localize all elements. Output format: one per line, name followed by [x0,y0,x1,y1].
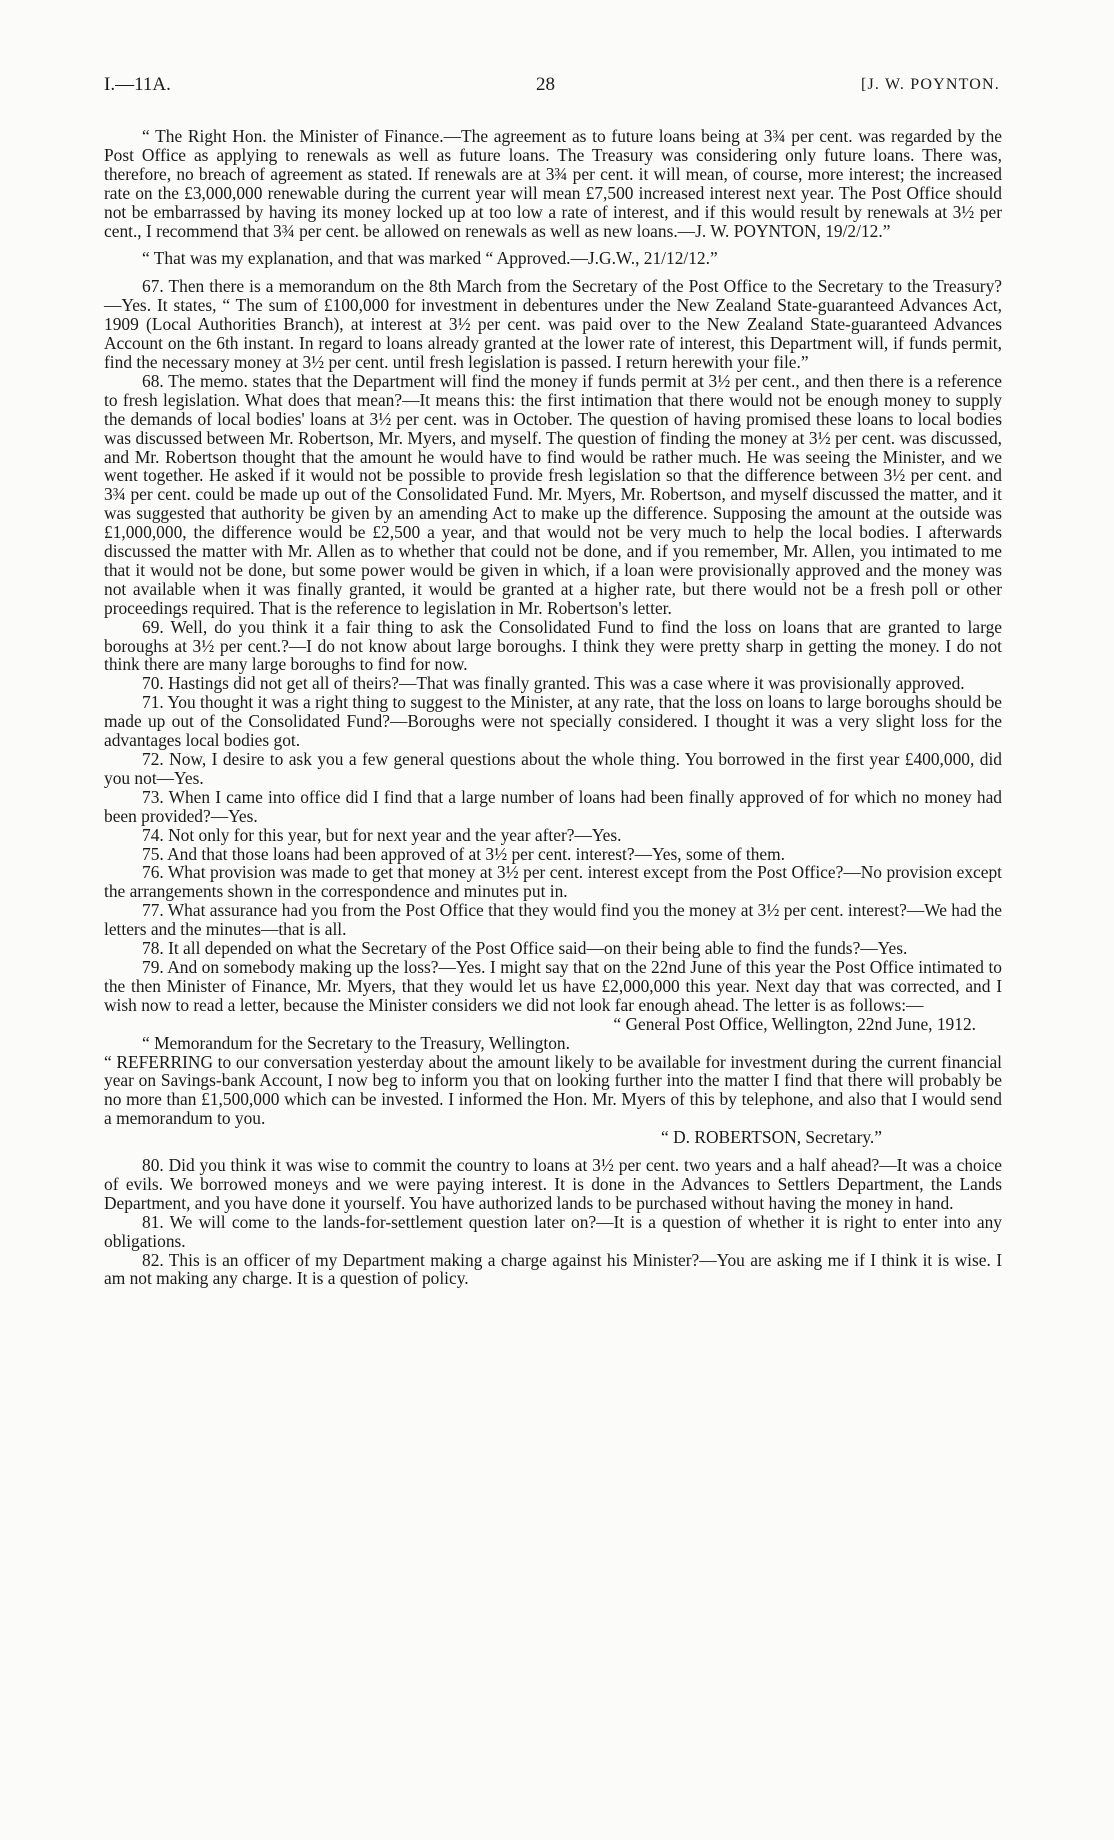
document-body [104,127,1002,1288]
quoted-minute: “ The Right Hon. the Minister of Finance.—The agreement as to future loans being at 3¾ per cent. was regarded by the Post Office as applying to renewals as well as future loans. The Treasury was considering only future loans. There was, therefore, no breach of agreement as stated. If renewals are at 3¾ per cent. it will mean, of course, more interest; the increased rate on the £3,000,000 renewable during the current year will mean £7,500 increased interest next year. The Post Office should not be embarrassed by having its money locked up at too low a rate of interest, and if this would result by renewals at 3½ per cent., I recommend that 3¾ per cent. be allowed on renewals as well as new loans.—J. W. POYNTON, 19/2/12.” [104,126,1002,241]
question-75: 75. And that those loans had been approved of at 3½ per cent. interest?—Yes, some of them. [142,843,785,864]
question-76: 76. What provision was made to get that money at 3½ per cent. interest except from the Post Office?—No provision except the arrangements shown in the correspondence and minutes put in. [104,862,1002,902]
question-79: 79. And on somebody making up the loss?—Yes. I might say that on the 22nd June of this year the Post Office intimated to the then Minister of Finance, Mr. Myers, that they would let us have £2,000,000 this year. Next day that was corrected, and I wish now to read a letter, because the Minister considers we did not look far enough ahead. The letter is as follows:— [104,956,1002,1015]
question-68: 68. The memo. states that the Department will find the money if funds permit at 3½ per cent., and then there is a reference to fresh legislation. What does that mean?—It means this: the first intimation that there would not be enough money to supply the demands of local bodies' loans at 3½ per cent. was in October. The question of having promised these loans to local bodies was discussed between Mr. Robertson, Mr. Myers, and myself. The question of finding the money at 3½ per cent. was discussed, and Mr. Robertson thought that the amount he would have to find would be rather much. He was seeing the Minister, and we went together. He asked if it would not be possible to provide fresh legislation so that the difference between 3½ per cent. and 3¾ per cent. could be made up out of the Consolidated Fund. Mr. Myers, Mr. Robertson, and myself discussed the matter, and it was suggested that authority be given by an amending Act to make up the difference. Supposing the amount at the outside was £1,000,000, the difference would be £2,500 a year, and that would not be very much to help the local bodies. I afterwards discussed the matter with Mr. Allen as to whether that could not be done, and if you remember, Mr. Allen, you intimated to me that it would not be done, but some power would be given in which, if a loan were provisionally approved and the money was not available when it was finally granted, it would be granted at a higher rate, but there would not be a fresh poll or other proceedings required. That is the reference to legislation in Mr. Robertson's letter. [104,370,1002,618]
page-header [104,76,1000,100]
page-number: 28 [536,74,555,95]
question-81: 81. We will come to the lands-for-settlement question later on?—It is a question of whether it is right to enter into any obligations. [104,1211,1002,1251]
approval-note: “ That was my explanation, and that was marked “ Approved.—J.G.W., 21/12/12.” [142,248,718,269]
question-71: 71. You thought it was a right thing to suggest to the Minister, at any rate, that the loss on loans to large boroughs should be made up out of the Consolidated Fund?—Boroughs were not specially considered. I thought it was a very slight loss for the advantages local bodies got. [104,692,1002,751]
question-70: 70. Hastings did not get all of theirs?—That was finally granted. This was a case where it was provisionally approved. [142,673,965,694]
question-67: 67. Then there is a memorandum on the 8th March from the Secretary of the Post Office to the Secretary to the Treasury?—Yes. It states, “ The sum of £100,000 for investment in debentures under the New Zealand State-guaranteed Advances Act, 1909 (Local Authorities Branch), at interest at 3½ per cent. was paid over to the New Zealand State-guaranteed Advances Account on the 6th instant. In regard to loans already granted at the lower rate of interest, this Department will, if funds permit, find the necessary money at 3½ per cent. until fresh legislation is passed. I return herewith your file.” [104,276,1002,372]
question-82: 82. This is an officer of my Department making a charge against his Minister?—You are asking me if I think it is wise. I am not making any charge. It is a question of policy. [104,1249,1002,1289]
question-74: 74. Not only for this year, but for next year and the year after?—Yes. [142,824,622,845]
question-80: 80. Did you think it was wise to commit the country to loans at 3½ per cent. two years and a half ahead?—It was a choice of evils. We borrowed moneys and we were paying interest. It is done in the Advances to Settlers Department, the Lands Department, and you have done it yourself. You have authorized lands to be purchased without having the money in hand. [104,1155,1002,1213]
letter-salutation: “ Memorandum for the Secretary to the Treasury, Wellington. [142,1032,570,1053]
question-69: 69. Well, do you think it a fair thing to ask the Consolidated Fund to find the loss on loans that are granted to large boroughs at 3½ per cent.?—I do not know about large boroughs. I think they were pretty sharp in getting the money. I do not think there are many large boroughs to find for now. [104,616,1002,675]
question-78: 78. It all depended on what the Secretary of the Post Office said—on their being able to find the funds?—Yes. [142,938,908,959]
letter-dateline: “ General Post Office, Wellington, 22nd June, 1912. [613,1013,976,1034]
letter-body: “ REFERRING to our conversation yesterday about the amount likely to be available for investment during the current financial year on Savings-bank Account, I now beg to inform you that on looking further into the matter I find that there will probably be no more than £1,500,000 which can be invested. I informed the Hon. Mr. Myers of this by telephone, and also that I would send a memorandum to you. [104,1051,1002,1129]
question-73: 73. When I came into office did I find that a large number of loans had been finally approved of for which no money had been provided?—Yes. [104,786,1002,826]
question-72: 72. Now, I desire to ask you a few general questions about the whole thing. You borrowed in the first year £400,000, did you not—Yes. [104,749,1002,788]
question-77: 77. What assurance had you from the Post Office that they would find you the money at 3½ per cent. interest?—We had the letters and the minutes—that is all. [104,900,1003,940]
document-reference: I.—11A. [104,74,171,95]
witness-name: [J. W. POYNTON. [860,76,1000,93]
letter-signature: “ D. ROBERTSON, Secretary.” [661,1127,882,1148]
